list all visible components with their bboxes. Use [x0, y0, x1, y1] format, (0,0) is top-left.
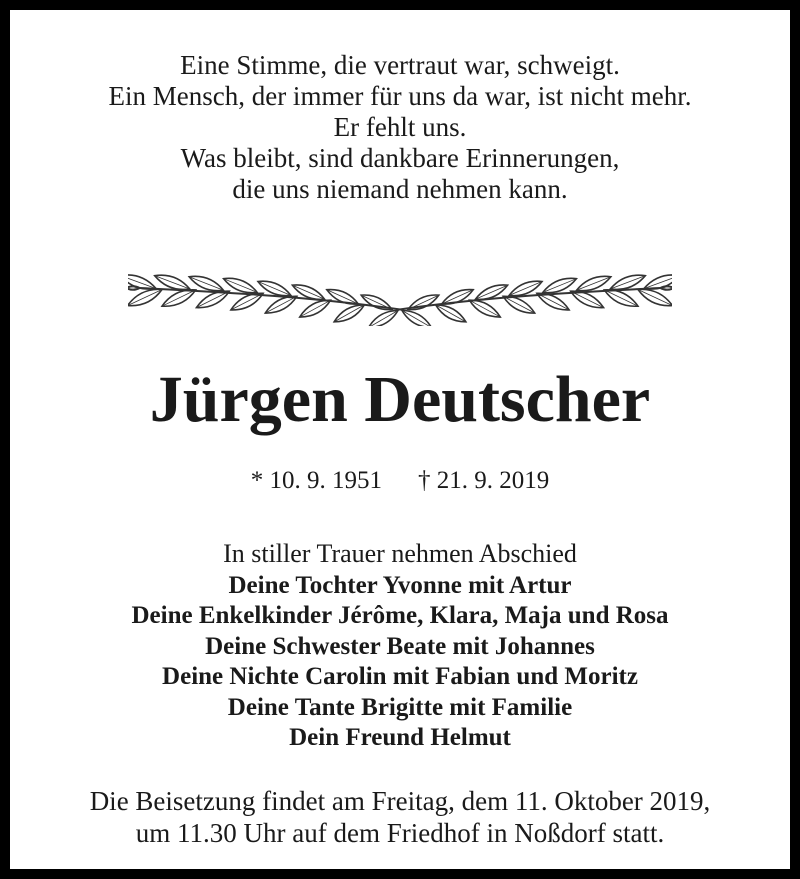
poem-line: Was bleibt, sind dankbare Erinnerungen, — [180, 143, 620, 173]
mourner-line: Deine Tante Brigitte mit Familie — [227, 694, 573, 721]
mourner-line: Dein Freund Helmut — [289, 724, 511, 751]
death-date: † 21. 9. 2019 — [418, 467, 550, 494]
poem-line: Er fehlt uns. — [333, 112, 467, 142]
mourner-line: Deine Enkelkinder Jérôme, Klara, Maja und Rosa — [131, 602, 669, 629]
burial-notice-line: Die Beisetzung findet am Freitag, dem 11. Oktober 2019, — [89, 786, 711, 816]
mourner-line: Deine Nichte Carolin mit Fabian und Moritz — [162, 663, 638, 690]
life-dates — [10, 466, 790, 496]
mourners-intro: In stiller Trauer nehmen Abschied — [223, 539, 577, 568]
poem-line: Ein Mensch, der immer für uns da war, ist nicht mehr. — [108, 81, 692, 111]
poem-line: die uns niemand nehmen kann. — [232, 174, 568, 204]
laurel-branch-icon — [128, 248, 672, 326]
laurel-half — [396, 271, 672, 326]
deceased-name: Jürgen Deutscher — [149, 363, 651, 436]
birth-date: * 10. 9. 1951 — [250, 467, 382, 494]
mourner-line: Deine Tochter Yvonne mit Artur — [228, 572, 572, 599]
poem-line: Eine Stimme, die vertraut war, schweigt. — [180, 50, 620, 80]
mourner-line: Deine Schwester Beate mit Johannes — [205, 633, 595, 660]
burial-notice-line: um 11.30 Uhr auf dem Friedhof in Noßdorf statt. — [135, 818, 665, 848]
laurel-half — [128, 271, 404, 326]
